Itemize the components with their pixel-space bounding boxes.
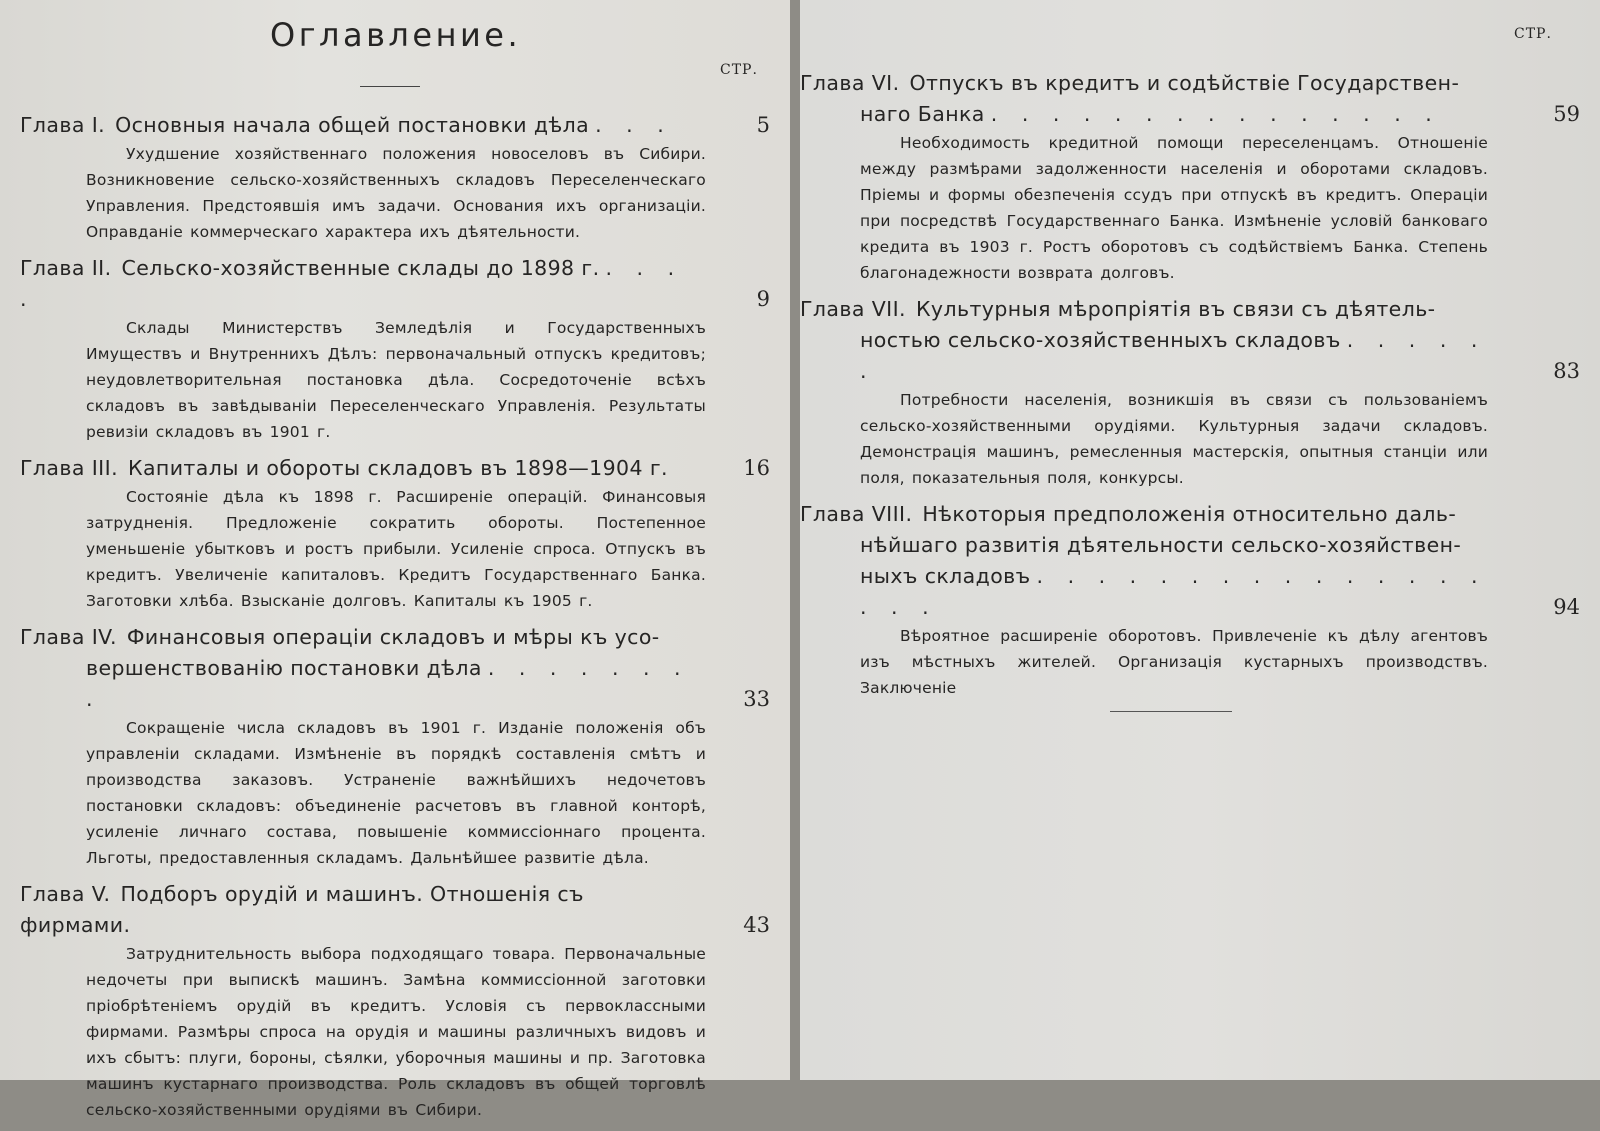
- chapter-summary: Вѣроятное расширеніе оборотовъ. Привлеченіе къ дѣлу агентовъ изъ мѣстныхъ жителей. Организація кустарныхъ производствъ. Заключеніе: [860, 627, 1488, 697]
- dot-leader: . . . . . . . . . . . . . . . . . .: [860, 564, 1487, 619]
- page-number: 16: [743, 456, 770, 480]
- page-number: 43: [743, 913, 770, 937]
- dot-leader: . . . . . .: [860, 328, 1487, 383]
- toc-entry[interactable]: [20, 110, 770, 245]
- chapter-label: Глава IV.: [20, 625, 117, 649]
- chapter-label: Глава V.: [20, 882, 111, 906]
- chapter-summary: Склады Министерствъ Земледѣлія и Государственныхъ Имуществъ и Внутреннихъ Дѣлъ: первоначальный отпускъ кредитовъ; неудовлетворительная постановка дѣла. Сосредоточеніе всѣхъ складовъ въ завѣдываніи Переселенческаго Управленія. Результаты ревизіи складовъ въ 1901 г.: [86, 319, 706, 441]
- toc-entry[interactable]: [800, 294, 1580, 491]
- toc-list-left: [20, 110, 770, 1131]
- chapter-label: Глава VIII.: [800, 502, 913, 526]
- toc-entry[interactable]: [20, 879, 770, 1123]
- chapter-label: Глава VI.: [800, 71, 900, 95]
- toc-list-right: [800, 68, 1580, 709]
- toc-entry[interactable]: [20, 253, 770, 445]
- page-number: 33: [743, 687, 770, 711]
- toc-entry[interactable]: [800, 499, 1580, 701]
- chapter-summary: Необходимость кредитной помощи переселенцамъ. Отношеніе между размѣрами задолженности населенія и оборотами складовъ. Пріемы и формы обезпеченія ссудъ при отпускѣ въ кредитъ. Операціи при посредствѣ Государственнаго Банка. Измѣненіе условій банковаго кредита въ 1903 г. Ростъ оборотовъ съ содѣйствіемъ Банка. Степень благонадежности возврата долговъ.: [860, 134, 1488, 282]
- page-number: 83: [1553, 359, 1580, 383]
- chapter-summary: Сокращеніе числа складовъ въ 1901 г. Изданіе положенія объ управленіи складами. Измѣненіе въ порядкѣ составленія смѣтъ и производства заказовъ. Устраненіе важнѣйшихъ недочетовъ постановки складовъ: объединеніе расчетовъ въ главной конторѣ, усиленіе личнаго состава, повышеніе коммиссіоннаго процента. Льготы, предоставленныя складамъ. Дальнѣйшее развитіе дѣла.: [86, 719, 706, 867]
- chapter-summary: Потребности населенія, возникшія въ связи съ пользованіемъ сельско-хозяйственными орудіями. Культурныя задачи складовъ. Демонстрація машинъ, ремесленныя мастерскія, опытныя станціи или поля, показательныя поля, конкурсы.: [860, 391, 1488, 487]
- chapter-label: Глава I.: [20, 113, 106, 137]
- chapter-title-continued: вершенствованію постановки дѣла: [86, 656, 482, 680]
- chapter-label: Глава II.: [20, 256, 112, 280]
- left-page: [0, 0, 790, 1119]
- chapter-summary: Ухудшение хозяйственнаго положения новоселовъ въ Сибири. Возникновение сельско-хозяйственныхъ складовъ Переселенческаго Управления. Предстоявшія имъ задачи. Основания ихъ организаціи. Оправданіе коммерческаго характера ихъ дѣятельности.: [86, 145, 706, 241]
- dot-leader: . . . . . . . .: [86, 656, 690, 711]
- dot-leader: . . . . . . . . . . . . . . .: [990, 102, 1441, 126]
- chapter-label: Глава III.: [20, 456, 118, 480]
- dot-leader: . . . .: [20, 256, 684, 311]
- chapter-title: Отпускъ въ кредитъ и содѣйствіе Государствен-: [909, 71, 1460, 95]
- chapter-title: Сельско-хозяйственные склады до 1898 г.: [121, 256, 600, 280]
- chapter-title: Культурныя мѣропріятія въ связи съ дѣятель-: [915, 297, 1436, 321]
- chapter-title-continued: наго Банка: [860, 102, 985, 126]
- page-column-label: СТР.: [1514, 26, 1552, 42]
- chapter-title-continued: ностью сельско-хозяйственныхъ складовъ: [860, 328, 1341, 352]
- dot-leader: . . .: [595, 113, 673, 137]
- page-number: 9: [756, 287, 770, 311]
- right-page: [800, 0, 1600, 1080]
- page-number: 94: [1553, 595, 1580, 619]
- chapter-summary: Затруднительность выбора подходящаго товара. Первоначальные недочеты при выпискѣ машинъ. Замѣна коммиссіонной заготовки пріобрѣтеніемъ орудій въ кредитъ. Условія съ первоклассными фирмами. Размѣры спроса на орудія и машины различныхъ видовъ и ихъ сбытъ: плуги, бороны, сѣялки, уборочныя машины и пр. Заготовка машинъ кустарнаго производства. Роль складовъ въ общей торговлѣ сельско-хозяйственными орудіями въ Сибири.: [86, 945, 706, 1119]
- page-number: 59: [1553, 102, 1580, 126]
- chapter-summary: Состояніе дѣла къ 1898 г. Расширеніе операцій. Финансовыя затрудненія. Предложеніе сократить обороты. Постепенное уменьшеніе убытковъ и ростъ прибыли. Усиленіе спроса. Отпускъ въ кредитъ. Увеличеніе капиталовъ. Кредитъ Государственнаго Банка. Заготовки хлѣба. Взысканіе долговъ. Капиталы къ 1905 г.: [86, 488, 706, 610]
- chapter-title: Подборъ орудій и машинъ. Отношенія съ фирмами.: [20, 882, 584, 937]
- page-number: 5: [756, 113, 770, 137]
- chapter-label: Глава VII.: [800, 297, 906, 321]
- title-divider: [360, 86, 420, 87]
- toc-entry[interactable]: [20, 622, 770, 871]
- end-divider: [1110, 711, 1232, 712]
- chapter-title: Нѣкоторыя предположенія относительно даль-: [922, 502, 1457, 526]
- toc-entry[interactable]: [800, 68, 1580, 286]
- toc-entry[interactable]: [20, 453, 770, 614]
- chapter-title-continued: нѣйшаго развитія дѣятельности сельско-хозяйствен-: [860, 533, 1462, 557]
- chapter-title: Финансовыя операціи складовъ и мѣры къ усо-: [126, 625, 660, 649]
- page-column-label: СТР.: [720, 62, 758, 78]
- chapter-title: Основныя начала общей постановки дѣла: [115, 113, 590, 137]
- chapter-title-continued: ныхъ складовъ: [860, 564, 1031, 588]
- chapter-title: Капиталы и обороты складовъ въ 1898—1904 г.: [127, 456, 668, 480]
- page-title: Оглавление.: [270, 16, 522, 54]
